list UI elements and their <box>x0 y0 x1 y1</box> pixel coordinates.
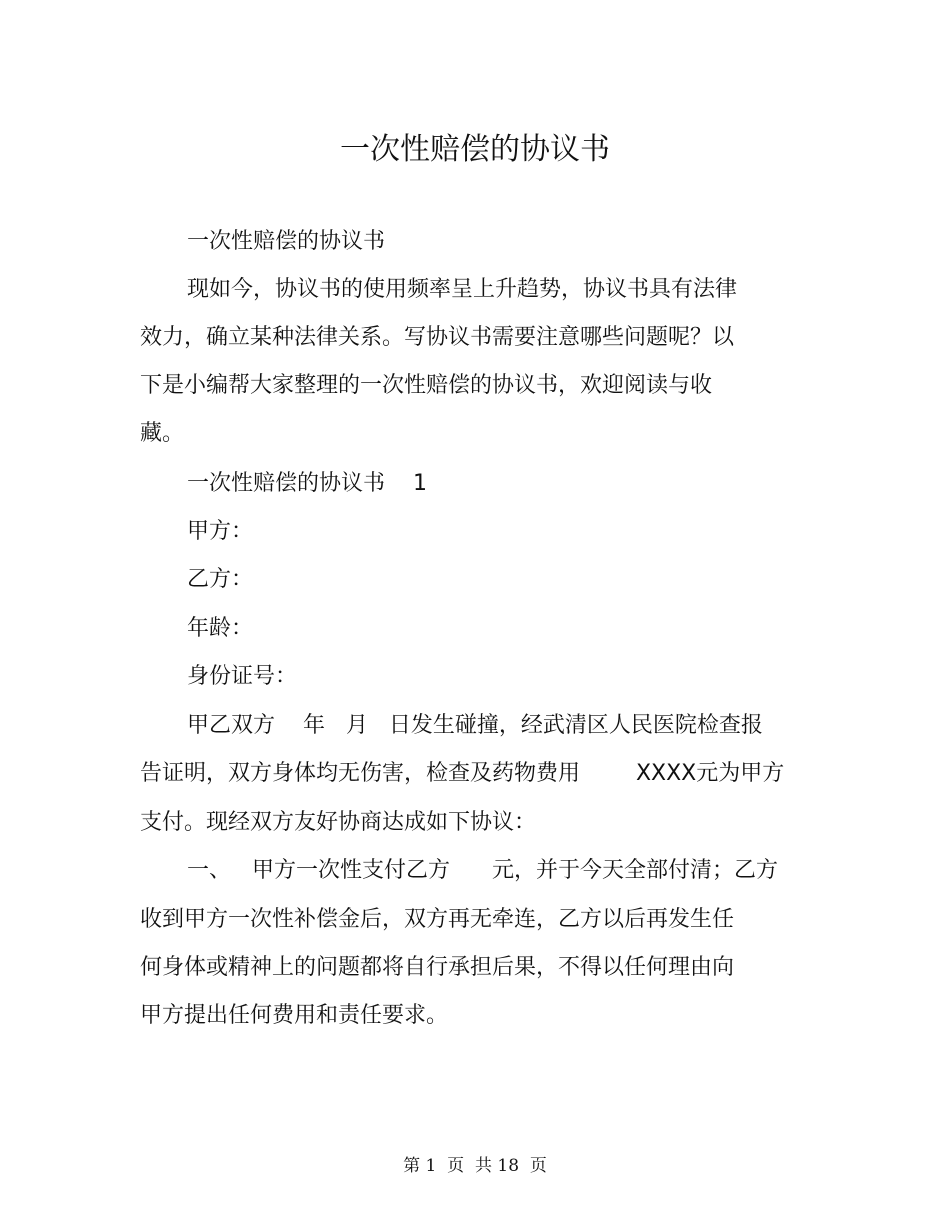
paragraph-line: 支付。现经双方友好协商达成如下协议： <box>140 810 537 835</box>
page-footer: 第 1 页 共 18 页 <box>403 1156 547 1176</box>
id-number-field: 身份证号： <box>187 664 298 689</box>
clause-line: 一、 甲方一次性支付乙方 元，并于今天全部付清；乙方 <box>187 858 778 883</box>
party-b-field: 乙方： <box>187 567 254 592</box>
document-title: 一次性赔偿的协议书 <box>340 132 610 167</box>
paragraph-line: 甲乙双方 年 月 日发生碰撞，经武清区人民医院检查报 <box>187 713 763 738</box>
paragraph-line: 藏。 <box>140 421 185 446</box>
paragraph-line: 现如今，协议书的使用频率呈上升趋势，协议书具有法律 <box>187 277 738 302</box>
clause-line: 甲方提出任何费用和责任要求。 <box>140 1003 449 1028</box>
clause-line: 何身体或精神上的问题都将自行承担后果，不得以任何理由向 <box>140 955 735 980</box>
paragraph-line: 下是小编帮大家整理的一次性赔偿的协议书，欢迎阅读与收 <box>140 373 713 398</box>
subtitle-line: 一次性赔偿的协议书 <box>187 229 386 254</box>
paragraph-line: 告证明，双方身体均无伤害，检查及药物费用 XXXX元为甲方 <box>140 761 785 786</box>
section-heading: 一次性赔偿的协议书 1 <box>187 471 427 496</box>
age-field: 年龄： <box>187 616 254 641</box>
clause-line: 收到甲方一次性补偿金后，双方再无牵连，乙方以后再发生任 <box>140 907 735 932</box>
paragraph-line: 效力，确立某种法律关系。写协议书需要注意哪些问题呢？以 <box>140 325 735 350</box>
party-a-field: 甲方： <box>187 519 254 544</box>
